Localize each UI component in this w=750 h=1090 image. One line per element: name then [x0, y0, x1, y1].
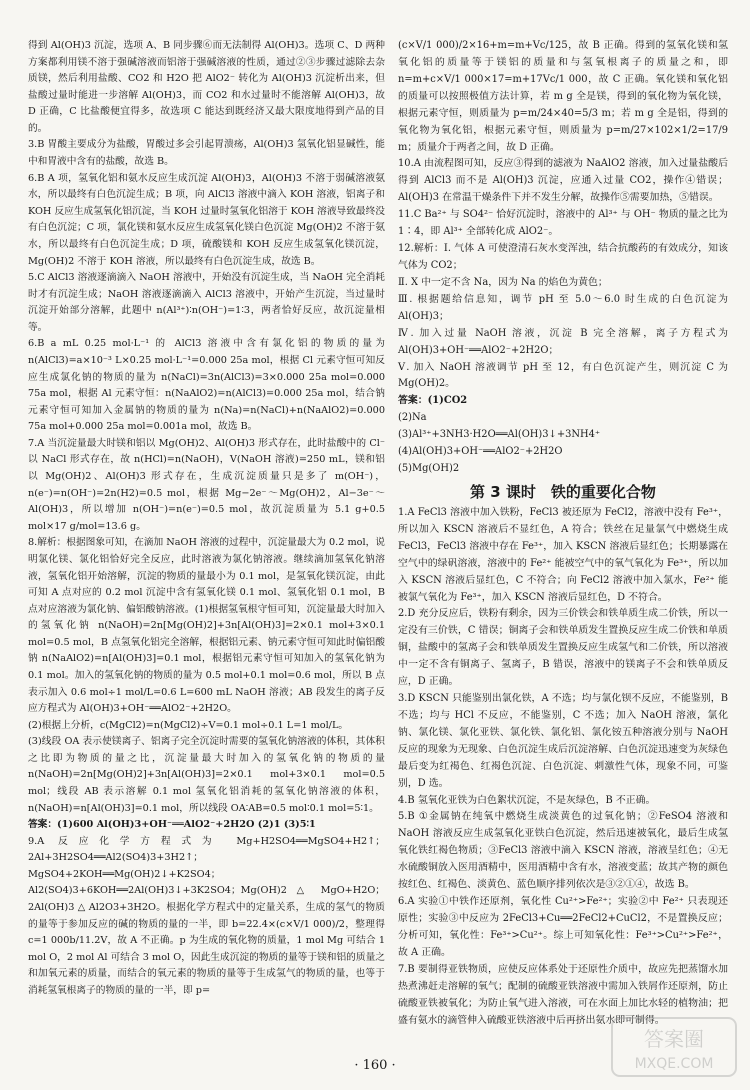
paragraph: 4.B 氢氧化亚铁为白色絮状沉淀，不是灰绿色，B 不正确。 [398, 794, 656, 806]
paragraph: 9.A 反应化学方程式为 Mg+H2SO4══MgSO4+H2↑；2Al+3H2SO4══Al2(SO4)3+3H2↑；MgSO4+2KOH══Mg(OH)2↓+K2SO4；Al2(SO4)3+6KOH══2Al(OH)3↓+3K2SO4；Mg(OH)2 △ MgO+H2O；2Al(OH)3 △ Al2O3+3H2O。根据化学方程式中的定量关系，生成的氢气的物质的量等于参加反应的碱的物质的量的一半，即 b=22.4×(c×V/1 000)/2，整理得 c=1 000b/11.2V，故 A 不正确。p 为生成的氧化物的质量，1 mol Mg 可结合 1 mol O，2 mol Al 可结合 3 mol O，因此生成沉淀的物质的量等于镁和铝的质量之和加氧元素的质量，而结合的氧元素的物质的量等于生成氢气的物质的量，也等于消耗氢氧根离子的物质的量的一半，即 p= [28, 835, 385, 996]
paragraph: Ⅲ. 根据题给信息知，调节 pH 至 5.0～6.0 时生成的白色沉淀为 Al(OH)3； [398, 293, 728, 322]
answer-line: 答案：(1)CO2 [398, 395, 468, 407]
paragraph: Ⅳ. 加入过量 NaOH 溶液，沉淀 B 完全溶解，离子方程式为 Al(OH)3+OH⁻══AlO2⁻+2H2O； [398, 327, 728, 356]
paragraph: (3)线段 OA 表示使镁离子、铝离子完全沉淀时需要的氢氧化钠溶液的体积，其体积之比即为物质的量之比，沉淀量最大时加入的氢氧化钠的物质的量 n(NaOH)=2n[Mg(OH)2]+3n[Al(OH)3]=2×0.1 mol+3×0.1 mol=0.5 mol；线段 AB 表示溶解 0.1 mol 氢氧化铝消耗的氢氧化钠溶液的体积，n(NaOH)=n[Al(OH)3]=0.1 mol，所以线段 OA∶AB=0.5 mol∶0.1 mol=5∶1。 [28, 736, 385, 814]
paragraph: 5.C AlCl3 溶液逐滴滴入 NaOH 溶液中，开始没有沉淀生成，当 NaOH 完全消耗时才有沉淀生成；NaOH 溶液逐滴滴入 AlCl3 溶液中，开始产生沉淀，当过量时沉淀开始部分溶解，此题中 n(Al³⁺)∶n(OH⁻)=1∶3，两者恰好反应，故沉淀量相等。 [28, 272, 385, 333]
answer-line: (3)Al³⁺+3NH3·H2O══Al(OH)3↓+3NH4⁺ [398, 429, 601, 441]
paragraph: 10.A 由流程图可知，反应③得到的滤液为 NaAlO2 溶液，加入过量盐酸后得到 AlCl3 而不是 Al(OH)3 沉淀，应通入过量 CO2，操作④错误；Al(OH)3 在常温干燥条件下并不发生分解，故操作⑤需要加热，⑤错误。 [398, 158, 728, 204]
answer-line: 答案：(1)600 Al(OH)3+OH⁻══AlO2⁻+2H2O (2)1 (3)5∶1 [28, 819, 316, 831]
svg-text:MXQE.COM: MXQE.COM [634, 1056, 714, 1072]
paragraph: 3.B 胃酸主要成分为盐酸，胃酸过多会引起胃溃疡，Al(OH)3 氢氧化铝显碱性，能中和胃液中含有的盐酸，故选 B。 [28, 139, 385, 168]
answer-line: (2)Na [398, 412, 427, 424]
paragraph: Ⅴ. 加入 NaOH 溶液调节 pH 至 12，有白色沉淀产生，则沉淀 C 为 Mg(OH)2。 [398, 361, 728, 390]
paragraph: 11.C Ba²⁺ 与 SO4²⁻ 恰好沉淀时，溶液中的 Al³⁺ 与 OH⁻ 物质的量之比为 1∶4，即 Al³⁺ 全部转化成 AlO2⁻。 [398, 209, 729, 238]
paragraph: 2.D 充分反应后，铁粉有剩余，因为三价铁会和铁单质生成二价铁，所以一定没有三价铁，C 错误；铜离子会和铁单质发生置换反应生成二价铁和单质铜，盐酸中的氢离子会和铁单质发生置换反应生成氢气和二价铁，所以溶液中一定不含有铜离子、氢离子，B 错误，溶液中的镁离子不会和铁单质反应，D 正确。 [398, 608, 728, 688]
paragraph: 5.B ①金属钠在纯氧中燃烧生成淡黄色的过氧化钠；②FeSO4 溶液和 NaOH 溶液反应生成氢氧化亚铁白色沉淀，然后迅速被氧化，最后生成氢氧化铁红褐色物质；③FeCl3 溶液中滴入 KSCN 溶液，溶液呈红色；④无水硫酸铜放入医用酒精中，医用酒精中含有水，溶液变蓝；故其产物的颜色按红色、红褐色、淡黄色、蓝色顺序排列依次是③②①④，故选 B。 [398, 811, 728, 891]
paragraph: 6.B A 项，氢氧化铝和氨水反应生成沉淀 Al(OH)3，Al(OH)3 不溶于弱碱溶液氨水，所以最终有白色沉淀生成；B 项，向 AlCl3 溶液中滴入 KOH 溶液，铝离子和 KOH 反应生成氢氧化铝沉淀，当 KOH 过量时氢氧化铝溶于 KOH 溶液导致最终没有白色沉淀；C 项，氯化镁和氨水反应生成氢氧化镁白色沉淀 Mg(OH)2 不溶于氨水，所以最终有白色沉淀生成；D 项，硫酸镁和 KOH 反应生成氢氧化镁沉淀，Mg(OH)2 不溶于 KOH 溶液，所以最终有白色沉淀生成，故选 B。 [28, 172, 385, 267]
paragraph: 7.B 要制得亚铁物质，应使反应体系处于还原性介质中，故应先把蒸馏水加热煮沸赶走溶解的氧气；配制的硫酸亚铁溶液中需加入铁屑作还原剂，防止硫酸亚铁被氧化；为防止氧气进入溶液，可在水面上加比水轻的植物油；把盛有氨水的滴管伸入硫酸亚铁溶液中后再挤出氨水即可制得。 [398, 963, 728, 1026]
paragraph: Ⅱ. X 中一定不含 Na，因为 Na 的焰色为黄色； [398, 276, 608, 288]
right-column [398, 38, 728, 1029]
section-title: 第 3 课时 铁的重要化合物 [470, 482, 656, 501]
paragraph: 8.解析：根据图象可知，在滴加 NaOH 溶液的过程中，沉淀量最大为 0.2 mol，说明氯化镁、氯化铝恰好完全反应，此时溶液为氯化钠溶液。继续滴加氢氧化钠溶液，氢氧化铝开始溶解，沉淀的物质的量最小为 0.1 mol，是氢氧化镁沉淀，由此可知 A 点对应的 0.2 mol 沉淀中含有氢氧化镁 0.1 mol、氢氧化铝 0.1 mol，B 点对应溶液为氯化钠、偏铝酸钠溶液。(1)根据氢氧根守恒可知，沉淀量最大时加入的氢氧化钠 n(NaOH)=2n[Mg(OH)2]+3n[Al(OH)3]=2×0.1 mol+3×0.1 mol=0.5 mol，B 点氢氧化铝完全溶解，根据铝元素、钠元素守恒可知此时偏铝酸钠 n(NaAlO2)=n[Al(OH)3]=0.1 mol，根据铝元素守恒可知加入的氢氧化钠为 0.1 mol。加入的氢氧化钠的物质的量为 0.5 mol+0.1 mol=0.6 mol，所以 B 点表示加入 0.6 mol÷1 mol/L=0.6 L=600 mL NaOH 溶液；AB 段发生的离子反应方程式为 Al(OH)3+OH⁻══AlO2⁻+2H2O。 [28, 537, 385, 715]
paragraph: 1.A FeCl3 溶液中加入铁粉，FeCl3 被还原为 FeCl2，溶液中没有 Fe³⁺，所以加入 KSCN 溶液后不显红色，A 符合；铁丝在足量氯气中燃烧生成 FeCl3，FeCl3 溶液中存在 Fe³⁺，加入 KSCN 溶液后显红色；长期暴露在空气中的绿矾溶液，溶液中的 Fe²⁺ 能被空气中的氧气氧化为 Fe³⁺，所以加入 KSCN 溶液后显红色，C 不符合；向 FeCl2 溶液中加入氯水，Fe²⁺ 能被氯气氧化为 Fe³⁺，加入 KSCN 溶液后显红色，D 不符合。 [398, 506, 728, 603]
paragraph: 3.D KSCN 只能鉴别出氯化铁，A 不选；均与氯化钡不反应，不能鉴别，B 不选；均与 HCl 不反应，不能鉴别，C 不选；加入 NaOH 溶液，氯化钠、氯化镁、氯化亚铁、氯化铁、氯化铝、氯化铵五种溶液分别与 NaOH 反应的现象为无现象、白色沉淀生成后沉淀溶解、白色沉淀迅速变为灰绿色最后变为红褐色、红褐色沉淀、白色沉淀、刺激性气体，现象不同，可鉴别，D 选。 [398, 693, 728, 789]
answer-line: (5)Mg(OH)2 [398, 463, 460, 475]
paragraph: 6.B a mL 0.25 mol·L⁻¹ 的 AlCl3 溶液中含有氯化铝的物质的量为 n(AlCl3)=a×10⁻³ L×0.25 mol·L⁻¹=0.000 25a mol，根据 Cl 元素守恒可知反应生成氯化钠的物质的量为 n(NaCl)=3n(AlCl3)=3×0.000 25a mol=0.000 75a mol，根据 Al 元素守恒：n(NaAlO2)=n(AlCl3)=0.000 25a mol，结合钠元素守恒可知加入金属钠的物质的量为 n(Na)=n(NaCl)+n(NaAlO2)=0.000 75a mol+0.000 25a mol=0.001a mol，故选 B。 [28, 338, 385, 433]
paragraph: (2)根据上分析，c(MgCl2)=n(MgCl2)÷V=0.1 mol÷0.1 L=1 mol/L。 [28, 719, 349, 731]
paragraph: (c×V/1 000)/2×16+m=m+Vc/125，故 B 正确。得到的氢氧化镁和氢氧化铝的质量等于镁铝的质量和与氢氧根离子的质量之和，即 n=m+c×V/1 000×17=m+17Vc/1 000，故 C 正确。氧化镁和氧化铝的质量可以按照极值方法计算，若 m g 全是镁，得到的氧化物为氧化镁，根据元素守恒，则质量为 p=m/24×40=5/3 m；若 m g 全是铝，得到的氧化物为氧化铝，根据元素守恒，则质量为 p=m/27×102×1/2=17/9 m；质量介于两者之间，故 D 正确。 [398, 40, 728, 153]
paragraph: 6.A 实验①中铁作还原剂，氧化性 Cu²⁺>Fe²⁺；实验②中 Fe²⁺ 只表现还原性；实验③中反应为 2FeCl3+Cu══2FeCl2+CuCl2，不是置换反应；分析可知，氧化性：Fe³⁺>Cu²⁺。综上可知氧化性：Fe³⁺>Cu²⁺>Fe²⁺，故 A 正确。 [398, 896, 728, 958]
paragraph: 得到 Al(OH)3 沉淀，选项 A、B 同步骤⑥而无法制得 Al(OH)3。选项 C、D 两种方案都利用镁不溶于强碱溶液而铝溶于强碱溶液的性质，通过②③步骤过滤除去杂质镁，然后利用盐酸、CO2 和 H2O 把 AlO2⁻ 转化为 Al(OH)3 沉淀析出来，但盐酸过量时能进一步溶解 Al(OH)3，而 CO2 和水过量时不能溶解 Al(OH)3，故 D 正确，C 比盐酸便宜得多，故选项 C 能达到既经济又最大限度地得到产品的目的。 [28, 40, 385, 134]
page-number: · 160 · [354, 1058, 396, 1073]
paragraph: 7.A 当沉淀量最大时镁和铝以 Mg(OH)2、Al(OH)3 形式存在，此时盐酸中的 Cl⁻ 以 NaCl 形式存在，故 n(HCl)=n(NaOH)，V(NaOH 溶液)=250 mL，镁和铝以 Mg(OH)2、Al(OH)3 形式存在，生成沉淀质量只是多了 m(OH⁻)，n(e⁻)=n(OH⁻)=2n(H2)=0.5 mol，根据 Mg−2e⁻～Mg(OH)2，Al−3e⁻～Al(OH)3，所以增加 n(OH⁻)=n(e⁻)=0.5 mol，故沉淀质量为 5.1 g+0.5 mol×17 g/mol=13.6 g。 [28, 437, 385, 532]
paragraph: 12.解析：Ⅰ. 气体 A 可使澄清石灰水变浑浊，结合抗酸药的有效成分，知该气体为 CO2； [398, 243, 728, 271]
answer-line: (4)Al(OH)3+OH⁻══AlO2⁻+2H2O [398, 446, 563, 458]
svg-text:答案圈: 答案圈 [644, 1027, 704, 1051]
watermark-logo [610, 1014, 738, 1080]
left-column [28, 38, 385, 1000]
